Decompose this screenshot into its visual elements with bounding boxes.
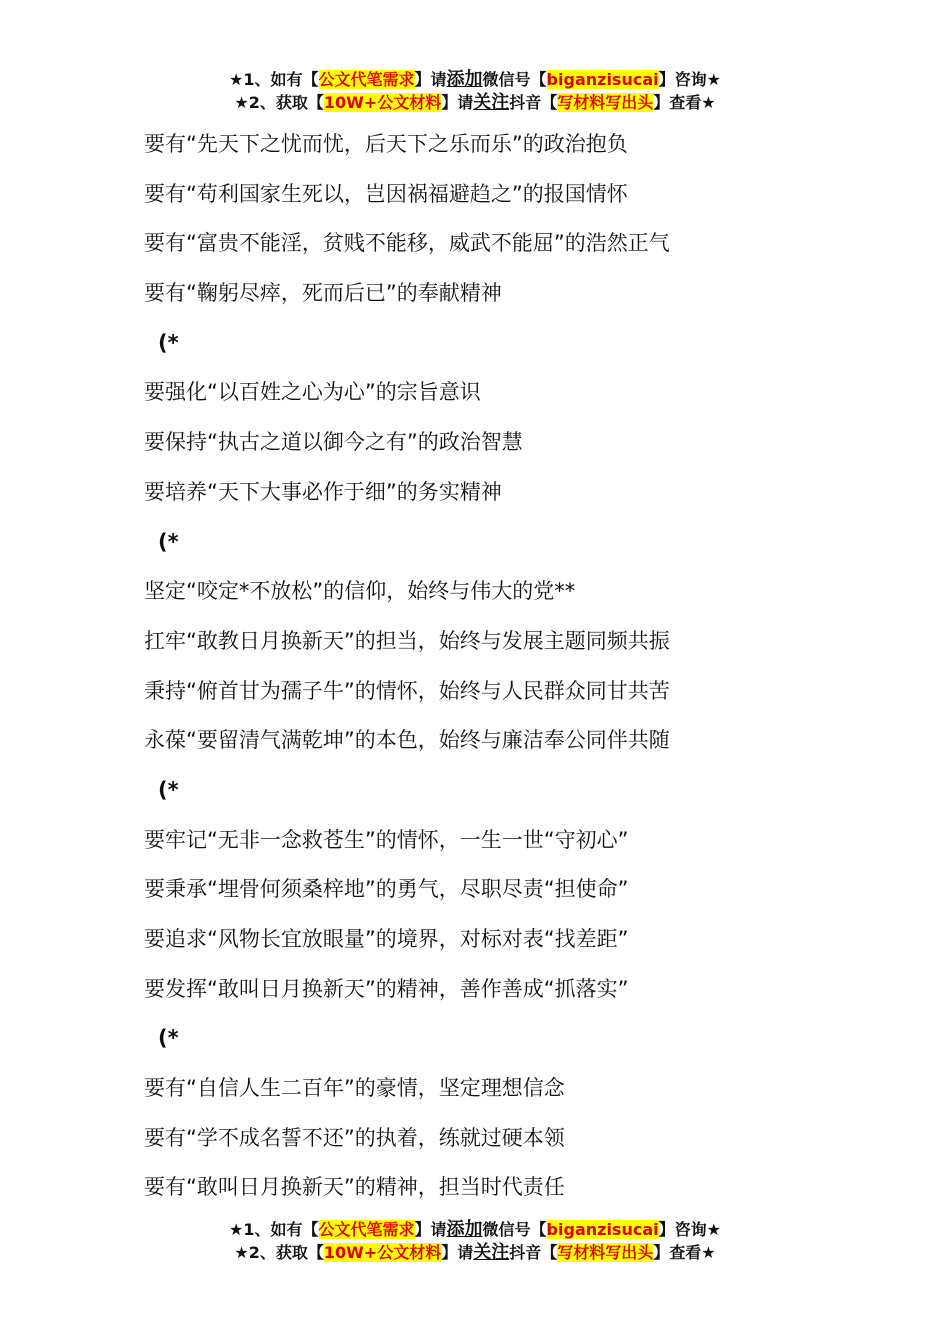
header-line-1	[0, 68, 950, 91]
header-text: 微信号【	[482, 70, 547, 89]
paragraph: 要有“先天下之忧而忧，后天下之乐而乐”的政治抱负	[144, 132, 628, 156]
section-marker: (*	[158, 529, 179, 554]
footer-text: 微信号【	[482, 1220, 547, 1239]
header-line-2	[0, 91, 950, 114]
paragraph: 秉持“俯首甘为孺子牛”的情怀，始终与人民群众同甘共苦	[144, 678, 670, 703]
footer-line-1	[0, 1218, 950, 1241]
highlight-text: 公文代笔需求	[318, 1220, 415, 1239]
paragraph: 永葆“要留清气满乾坤”的本色，始终与廉洁奉公同伴共随	[144, 728, 670, 753]
section-marker: (*	[158, 1026, 179, 1051]
highlight-text: 写材料写出头	[557, 93, 654, 112]
paragraph: 要有“自信人生二百年”的豪情，坚定理想信念	[144, 1076, 565, 1101]
footer-text: 】查看★	[653, 1243, 716, 1262]
underlined-text: 关注	[473, 1242, 510, 1263]
highlight-text: 写材料写出头	[557, 1243, 654, 1262]
header-text: 】查看★	[653, 93, 716, 112]
footer-text: 】请	[441, 1243, 474, 1262]
footer-text: ★1、如有【	[229, 1220, 319, 1239]
paragraph: 要发挥“敢叫日月换新天”的精神，善作善成“抓落实”	[144, 976, 629, 1001]
section-marker: (*	[158, 330, 179, 355]
header-banner	[0, 68, 950, 114]
footer-text: ★2、获取【	[234, 1243, 324, 1262]
highlight-text: 公文代笔需求	[318, 70, 415, 89]
paragraph: 要有“学不成名誓不还”的执着，练就过硬本领	[144, 1125, 565, 1150]
header-text: ★1、如有【	[229, 70, 319, 89]
underlined-text: 关注	[473, 92, 510, 113]
footer-line-2	[0, 1241, 950, 1264]
header-text: ★2、获取【	[234, 93, 324, 112]
footer-text: 】咨询★	[658, 1220, 721, 1239]
paragraph: 要有“鞠躬尽瘁，死而后已”的奉献精神	[144, 281, 502, 306]
highlight-text: 10W+公文材料	[323, 93, 442, 112]
paragraph: 要有“富贵不能淫，贫贱不能移，威武不能屈”的浩然正气	[144, 231, 670, 256]
highlight-text: 10W+公文材料	[323, 1243, 442, 1262]
highlight-text: biganzisucai	[546, 70, 659, 89]
footer-text: 抖音【	[509, 1243, 558, 1262]
paragraph: 要培养“天下大事必作于细”的务实精神	[144, 479, 502, 504]
header-text: 】咨询★	[658, 70, 721, 89]
footer-text: 】请	[414, 1220, 447, 1239]
highlight-text: biganzisucai	[546, 1220, 659, 1239]
section-marker: (*	[158, 777, 179, 802]
paragraph: 坚定“咬定*不放松”的信仰，始终与伟大的党**	[144, 579, 576, 604]
paragraph: 要牢记“无非一念救苍生”的情怀，一生一世“守初心”	[144, 827, 629, 852]
header-text: 】请	[441, 93, 474, 112]
paragraph: 要秉承“埋骨何须桑梓地”的勇气，尽职尽责“担使命”	[144, 877, 629, 902]
paragraph: 要保持“执古之道以御今之有”的政治智慧	[144, 430, 523, 455]
header-text: 抖音【	[509, 93, 558, 112]
paragraph: 要有“敢叫日月换新天”的精神，担当时代责任	[144, 1175, 565, 1200]
paragraph: 要追求“风物长宜放眼量”的境界，对标对表“找差距”	[144, 927, 629, 951]
underlined-text: 添加	[446, 69, 483, 90]
paragraph: 要有“苟利国家生死以，岂因祸福避趋之”的报国情怀	[144, 181, 628, 206]
paragraph: 要强化“以百姓之心为心”的宗旨意识	[144, 380, 481, 405]
header-text: 】请	[414, 70, 447, 89]
paragraph: 扛牢“敢教日月换新天”的担当，始终与发展主题同频共振	[144, 628, 670, 653]
underlined-text: 添加	[446, 1219, 483, 1240]
document-body	[144, 120, 844, 1213]
footer-banner	[0, 1218, 950, 1264]
